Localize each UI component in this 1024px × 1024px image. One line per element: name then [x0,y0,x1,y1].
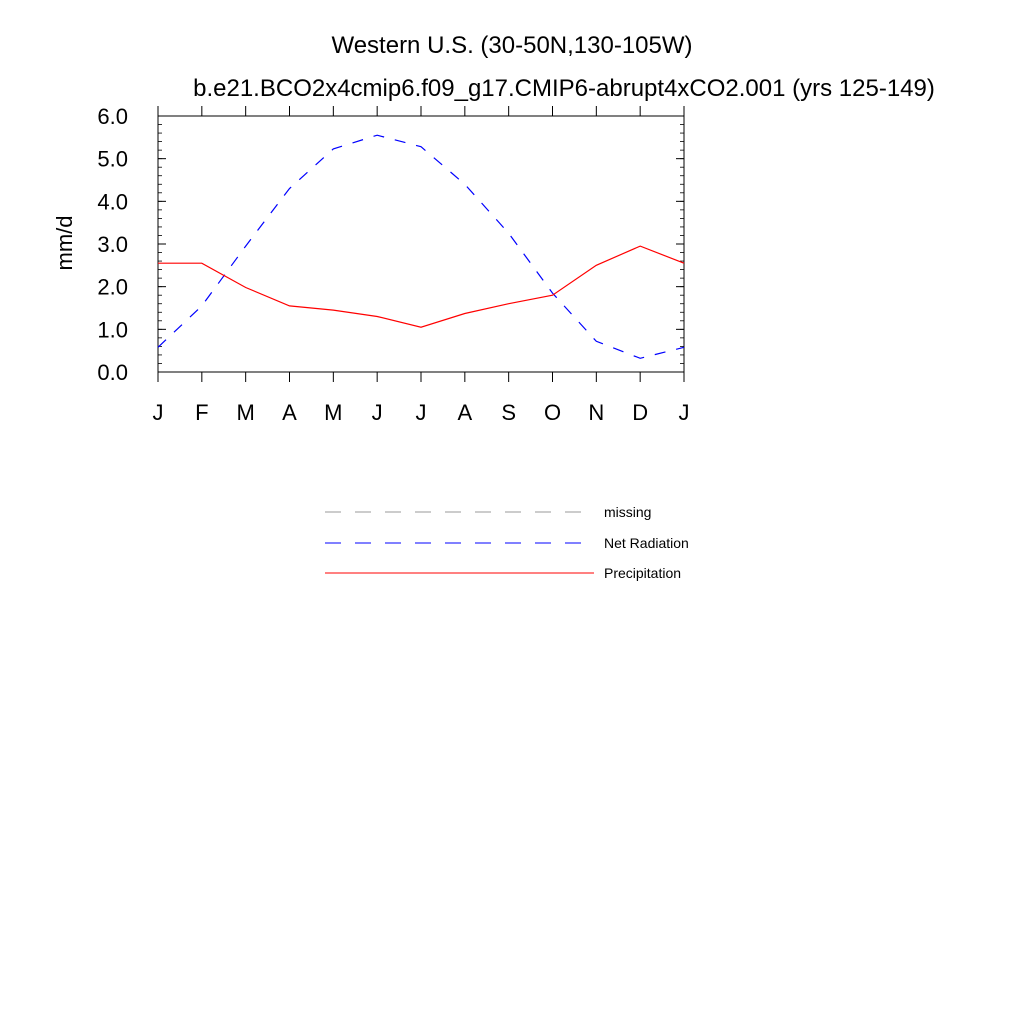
x-tick-label: O [543,400,562,425]
y-tick-label: 4.0 [97,189,128,215]
y-tick-label: 1.0 [97,317,128,343]
x-tick-label: J [415,400,427,425]
y-tick-label: 5.0 [97,146,128,172]
x-tick-label: M [324,400,343,425]
plot-frame [158,116,684,372]
x-tick-label: A [282,400,297,425]
series-lines [158,135,684,358]
series-line-net-radiation [158,135,684,358]
legend-label: Precipitation [604,565,682,581]
x-tick-label: M [236,400,255,425]
chart-title: Western U.S. (30-50N,130-105W) [331,32,693,59]
x-tick-label: D [632,400,649,425]
legend-label: missing [604,504,652,520]
y-tick-label: 0.0 [97,360,128,385]
x-tick-label: F [195,400,209,425]
x-tick-label: J [371,400,383,425]
x-tick-label: J [152,400,164,425]
x-tick-label: A [457,400,473,425]
x-tick-label: N [588,400,605,425]
legend-label: Net Radiation [604,535,689,551]
x-tick-label: S [501,400,517,425]
y-tick-label: 2.0 [97,274,128,300]
x-tick-label: J [678,400,690,425]
axis-ticks [97,104,689,425]
y-tick-label: 6.0 [97,104,128,129]
y-tick-label: 3.0 [97,232,128,257]
legend [325,504,689,581]
y-axis-label: mm/d [52,215,77,271]
chart-subtitle: b.e21.BCO2x4cmip6.f09_g17.CMIP6-abrupt4xCO2.001 (yrs 125-149) [193,75,935,102]
